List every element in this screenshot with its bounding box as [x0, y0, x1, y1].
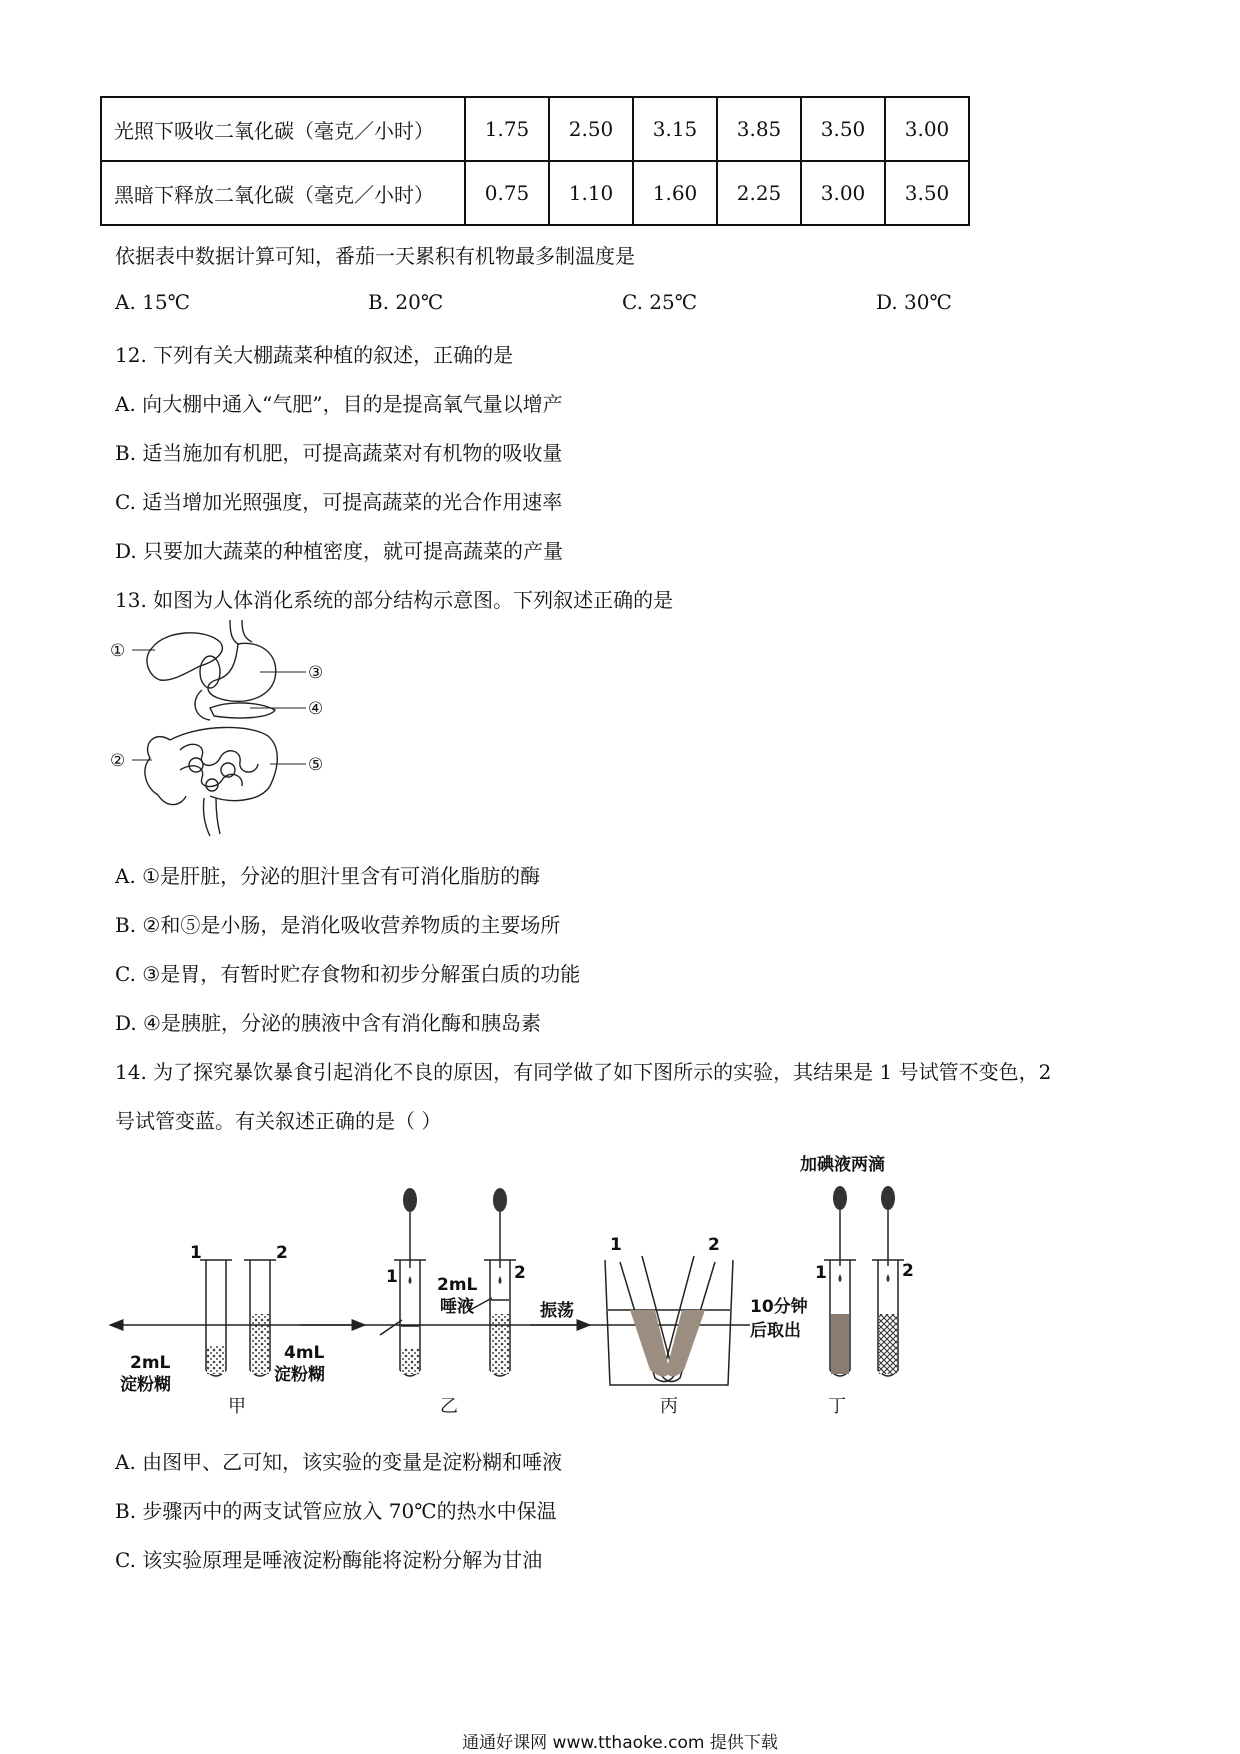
- row-label: 光照下吸收二氧化碳（毫克／小时）: [101, 97, 465, 161]
- q13-option-b[interactable]: B. ②和⑤是小肠，是消化吸收营养物质的主要场所: [115, 913, 561, 937]
- table-cell: 2.50: [549, 97, 633, 161]
- table-cell: 0.75: [465, 161, 549, 225]
- caption-ding: 丁: [828, 1396, 846, 1417]
- q12-option-a[interactable]: A. 向大棚中通入“气肥”，目的是提高氧气量以增产: [115, 392, 563, 416]
- table-cell: 3.50: [801, 97, 885, 161]
- wait-time: 10分钟: [750, 1297, 808, 1317]
- large-intestine-left: [145, 737, 186, 805]
- figure-label-2: ②: [110, 751, 126, 771]
- q11-stem: 依据表中数据计算可知，番茄一天累积有机物最多制温度是: [115, 244, 635, 268]
- table-cell: 3.85: [717, 97, 801, 161]
- q11-option-a[interactable]: A. 15℃: [115, 290, 190, 314]
- table-cell: 1.10: [549, 161, 633, 225]
- wait-action: 后取出: [750, 1321, 801, 1341]
- pancreas-shape: [210, 703, 275, 718]
- q13-stem: 13. 如图为人体消化系统的部分结构示意图。下列叙述正确的是: [115, 588, 674, 612]
- digestive-system-figure: [110, 620, 330, 840]
- figure-label-4: ④: [308, 699, 324, 719]
- q14-stem-line1: 14. 为了探究暴饮暴食引起消化不良的原因，有同学做了如下图所示的实验，其结果是 1 号试管不变色，2: [115, 1060, 1052, 1084]
- caption-bing: 丙: [660, 1396, 678, 1417]
- co2-data-table: [100, 96, 970, 226]
- iodine-label: 加碘液两滴: [800, 1155, 885, 1175]
- starch-2ml-amount: 2mL: [130, 1353, 171, 1373]
- q13-option-d[interactable]: D. ④是胰脏，分泌的胰液中含有消化酶和胰岛素: [115, 1011, 541, 1035]
- jia-label-1: 1: [190, 1243, 202, 1263]
- figure-label-5: ⑤: [308, 755, 324, 775]
- starch-2ml-name: 淀粉糊: [120, 1375, 171, 1395]
- saliva-amount: 2mL: [437, 1275, 478, 1295]
- q14-option-c[interactable]: C. 该实验原理是唾液淀粉酶能将淀粉分解为甘油: [115, 1548, 543, 1572]
- bing-label-1: 1: [610, 1235, 622, 1255]
- figure-label-1: ①: [110, 641, 126, 661]
- q11-option-b[interactable]: B. 20℃: [368, 290, 444, 314]
- jia-label-2: 2: [276, 1243, 288, 1263]
- table-cell: 1.75: [465, 97, 549, 161]
- q14-option-a[interactable]: A. 由图甲、乙可知，该实验的变量是淀粉糊和唾液: [115, 1450, 563, 1474]
- q11-option-c[interactable]: C. 25℃: [622, 290, 698, 314]
- table-row: [101, 161, 969, 225]
- saliva-name: 唾液: [440, 1297, 474, 1317]
- shake-label: 振荡: [540, 1301, 574, 1321]
- row-label: 黑暗下释放二氧化碳（毫克／小时）: [101, 161, 465, 225]
- table-cell: 3.15: [633, 97, 717, 161]
- q12-option-d[interactable]: D. 只要加大蔬菜的种植密度，就可提高蔬菜的产量: [115, 539, 564, 563]
- starch-4ml-amount: 4mL: [284, 1343, 325, 1363]
- bing-label-2: 2: [708, 1235, 720, 1255]
- table-cell: 1.60: [633, 161, 717, 225]
- table-cell: 3.00: [801, 161, 885, 225]
- ding-label-2: 2: [902, 1261, 914, 1281]
- table-cell: 2.25: [717, 161, 801, 225]
- table-cell: 3.00: [885, 97, 969, 161]
- q14-stem-line2: 号试管变蓝。有关叙述正确的是（ ）: [115, 1109, 442, 1133]
- caption-yi: 乙: [440, 1396, 458, 1417]
- q11-option-d[interactable]: D. 30℃: [876, 290, 952, 314]
- q12-stem: 12. 下列有关大棚蔬菜种植的叙述，正确的是: [115, 343, 514, 367]
- page-footer: 通通好课网 www.tthaoke.com 提供下载: [462, 1733, 778, 1753]
- q14-option-b[interactable]: B. 步骤丙中的两支试管应放入 70℃的热水中保温: [115, 1499, 557, 1523]
- q13-option-a[interactable]: A. ①是肝脏，分泌的胆汁里含有可消化脂肪的酶: [115, 864, 541, 888]
- figure-label-3: ③: [308, 663, 324, 683]
- q12-option-c[interactable]: C. 适当增加光照强度，可提高蔬菜的光合作用速率: [115, 490, 563, 514]
- starch-4ml-name: 淀粉糊: [274, 1365, 325, 1385]
- yi-label-2: 2: [514, 1263, 526, 1283]
- table-cell: 3.50: [885, 161, 969, 225]
- caption-jia: 甲: [228, 1396, 246, 1417]
- q12-option-b[interactable]: B. 适当施加有机肥，可提高蔬菜对有机物的吸收量: [115, 441, 563, 465]
- yi-label-1: 1: [386, 1267, 398, 1287]
- table-row: [101, 97, 969, 161]
- q13-option-c[interactable]: C. ③是胃，有暂时贮存食物和初步分解蛋白质的功能: [115, 962, 581, 986]
- ding-label-1: 1: [815, 1263, 827, 1283]
- experiment-figure: [110, 1150, 914, 1430]
